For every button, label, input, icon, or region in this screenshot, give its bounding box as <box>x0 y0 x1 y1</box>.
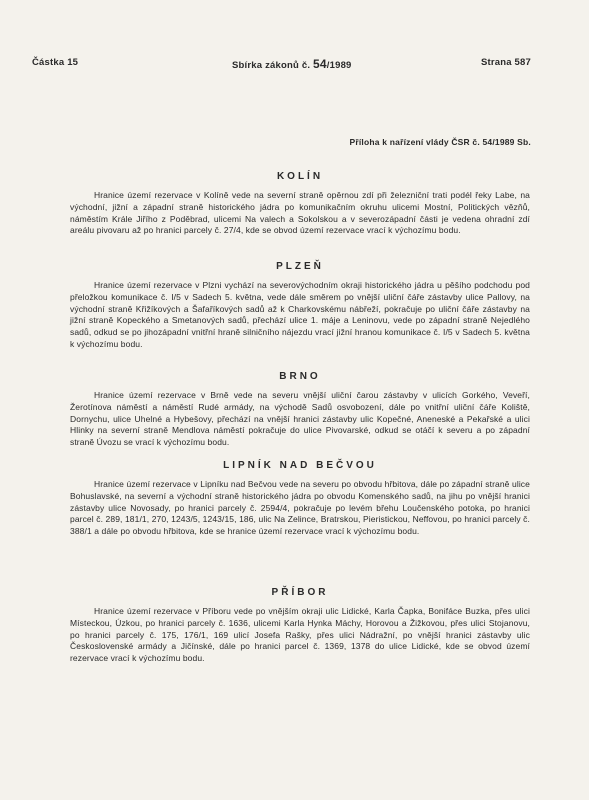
page-header <box>32 57 531 71</box>
section-text: Hranice území rezervace v Příboru vede po vnějším okraji ulic Lidické, Karla Čapka, Bonifáce Buzka, přes ulici Místeckou, Úzkou, po hranici parcely č. 1636, ulicemi Karla Hynka Máchy, Horovou a Žižkovou, přes ulici Stojanovu, po hranici parcely č. 175, 176/1, 169 ulicí Josefa Rašky, přes ulici Nádražní, po vnější hranici zástavby ulic Československé armády a Jičínské, dále po hranici parcel č. 1369, 1378 do ulice Lidické, kde se obvod území rezervace vrací k výchozímu bodu. <box>70 606 530 664</box>
section-title: LIPNÍK NAD BEČVOU <box>223 460 377 471</box>
section-text: Hranice území rezervace v Lipníku nad Bečvou vede na severu po obvodu hřbitova, dále po západní straně ulice Bohuslavské, na severní a východní straně historického jádra po obvodu Komenského sadů, na jihu po vnější hranici zástavby ulice Novosady, po hranici parcely č. 2594/4, pokračuje po levém břehu Loučenského potoka, po hranici parcel č. 289, 181/1, 270, 1243/5, 1243/15, 186, ulic Na Zelince, Bratrskou, Pieristickou, Neffovou, po hranici parcely č. 388/1 a dále po obvodu hřbitova, kde se hranice území rezervace vrací k výchozímu bodu. <box>70 479 530 537</box>
section-text: Hranice území rezervace v Plzni vychází na severovýchodním okraji historického jádra u pěšího podchodu pod přeložkou komunikace č. I/5 v Sadech 5. května, vede dále směrem po vnější uliční čáře zástavby ulice Pallovy, na východní straně Křižíkových a Šafaříkových sadů až k Charkovskému nábřeží, pokračuje po uliční čáře zástavby na jižní straně Kopeckého a Smetanových sadů, přechází ulice 1. máje a Leninovu, vede po západní straně Nejedlého sadů, odkud se po jihozápadní vnitřní hraně silničního nájezdu vrací jižní hranou komunikace č. I/5 v Sadech 5. května k výchozímu bodu. <box>70 280 530 349</box>
section-lipnik <box>70 459 530 538</box>
section-text: Hranice území rezervace v Brně vede na severu vnější uliční čarou zástavby v ulicích Gorkého, Veveří, Žerotínova náměstí a náměstí Rudé armády, na východě Sadů osvobození, dále po vnitřní uliční čáře Koliště, Dornychu, ulice Uhelné a Hybešovy, přechází na vnější hranici zástavby ulic Kopečné, Aneneské a Pekařské a ulici Hlinky na severní straně Mendlova náměstí pokračuje do ulice Pivovarské, odkud se otáčí k severu a po západní straně Úvozu se vrací k výchozímu bodu. <box>70 390 530 448</box>
section-title: KOLÍN <box>276 171 324 182</box>
section-title: BRNO <box>279 371 321 382</box>
collection-prefix: Sbírka zákonů č. <box>232 60 311 71</box>
part-number: Částka 15 <box>32 57 79 68</box>
section-text: Hranice území rezervace v Kolíně vede na severní straně opěrnou zdí při železniční trati podél řeky Labe, na východní, jižní a západní straně historického jádra po komunikačním okruhu ulicemi Mostní, Politických vězňů, náměstím Krále Jiřího z Poděbrad, ulicemi Na valech a Sokolskou a v severozápadní části je vedena ohradní zdí areálu pivovaru až po hranici parcely č. 27/4, kde se obvod území rezervace vrací k výchozímu bodu. <box>70 190 530 236</box>
page-number: Strana 587 <box>480 57 531 68</box>
section-plzen <box>70 260 530 351</box>
collection-year: /1989 <box>326 60 352 71</box>
appendix-note: Příloha k nařízení vlády ČSR č. 54/1989 Sb. <box>349 137 531 147</box>
collection-number: 54 <box>313 57 327 71</box>
section-title: PLZEŇ <box>276 261 324 272</box>
section-kolin <box>70 170 530 237</box>
section-title: PŘÍBOR <box>271 587 329 598</box>
section-pribor <box>70 586 530 665</box>
collection-reference <box>232 57 352 71</box>
section-brno <box>70 370 530 449</box>
